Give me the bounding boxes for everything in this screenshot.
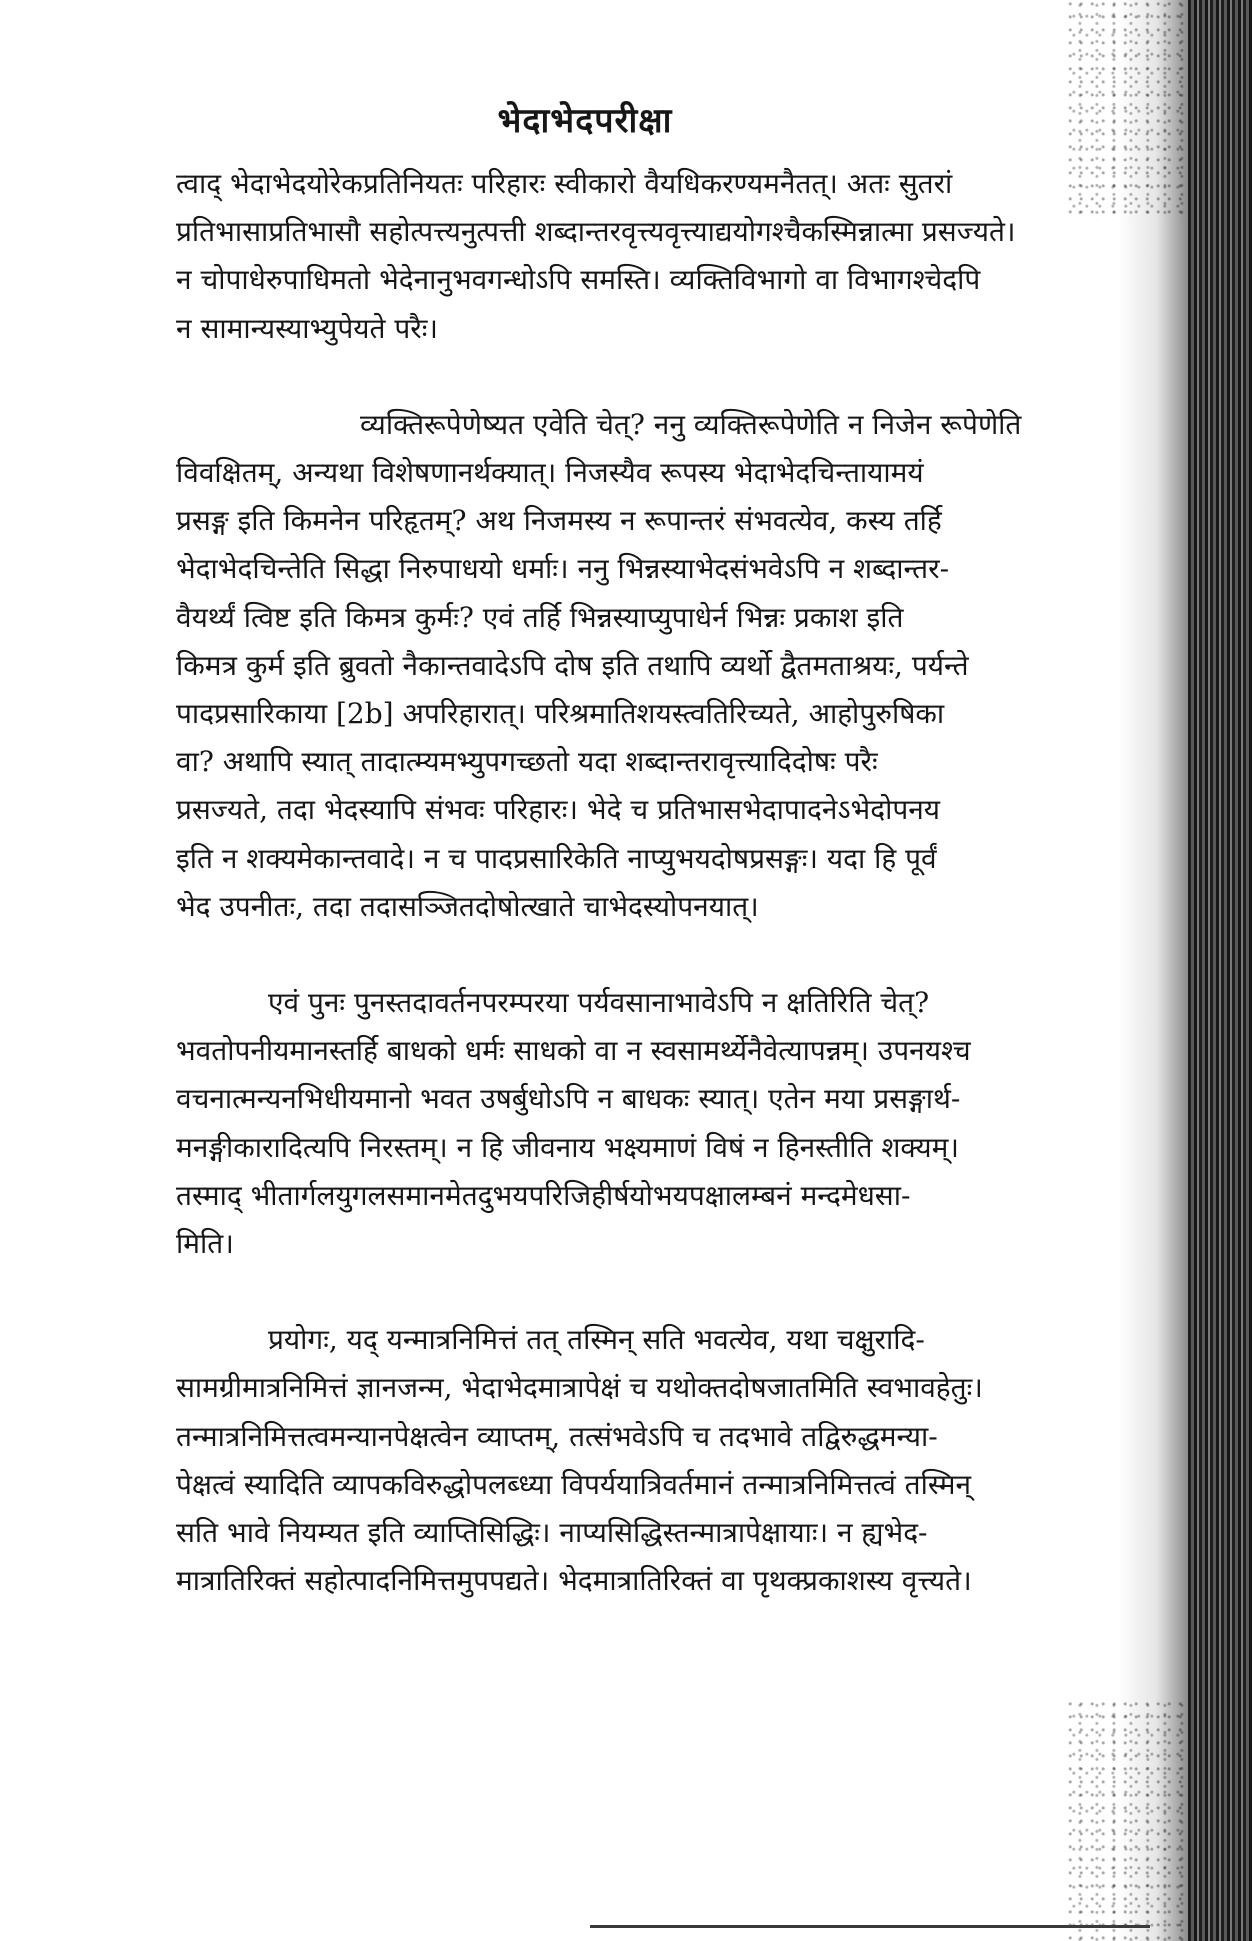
- text-line: सति भावे नियम्यत इति व्याप्तिसिद्धिः। नाप्यसिद्धिस्तन्मात्रापेक्षायाः। न ह्यभेद-: [176, 1516, 928, 1550]
- text-line: किमत्र कुर्म इति ब्रुवतो नैकान्तवादेऽपि दोष इति तथापि व्यर्थो द्वैतमताश्रयः, पर्यन्ते: [176, 648, 969, 682]
- text-line: प्रसज्यते, तदा भेदस्यापि संभवः परिहारः। भेदे च प्रतिभासभेदापादनेऽभेदोपनय: [176, 793, 941, 827]
- text-line: इति न शक्यमेकान्तवादे। न च पादप्रसारिकेति नाप्युभयदोषप्रसङ्गः। यदा हि पूर्वं: [176, 841, 937, 875]
- text-line: तन्मात्रनिमित्तत्वमन्यानपेक्षत्वेन व्याप्तम्, तत्संभवेऽपि च तदभावे तद्विरुद्धमन्या-: [176, 1419, 938, 1453]
- page-bottom-edge: [590, 1925, 1150, 1928]
- text-line: वचनात्मन्यनभिधीयमानो भवत उषर्बुधोऽपि न बाधकः स्यात्। एतेन मया प्रसङ्गार्थ-: [176, 1082, 961, 1116]
- text-line: तस्माद् भीतार्गलयुगलसमानमेतदुभयपरिजिहीर्षयोभयपक्षालम्बनं मन्दमेधसा-: [176, 1178, 911, 1212]
- text-line: भेद उपनीतः, तदा तदासञ्जितदोषोत्खाते चाभेदस्योपनयात्।: [176, 889, 759, 923]
- text-line: पेक्षत्वं स्यादिति व्यापकविरुद्धोपलब्ध्या विपर्ययात्रिवर्तमानं तन्मात्रनिमित्तत्वं तस्मिन्: [176, 1467, 972, 1501]
- body-text: [176, 160, 1118, 1605]
- text-line: त्वाद् भेदाभेदयोरेकप्रतिनियतः परिहारः स्वीकारो वैयधिकरण्यमनैतत्। अतः सुतरां: [176, 167, 953, 200]
- text-line: प्रतिभासाप्रतिभासौ सहोत्पत्त्यनुत्पत्ती शब्दान्तरवृत्त्यवृत्त्याद्ययोगश्चैकस्मिन्नात्मा प्रसज्यते।: [176, 215, 1016, 249]
- text-line: मात्रातिरिक्तं सहोत्पादनिमित्तमुपपद्यते। भेदमात्रातिरिक्तं वा पृथक्प्रकाशस्य वृत्त्यते।: [176, 1564, 972, 1598]
- text-line: व्यक्तिरूपेणेष्यत एवेति चेत्? ननु व्यक्तिरूपेणेति न निजेन रूपेणेति: [360, 407, 1022, 441]
- text-line: न चोपाधेरुपाधिमतो भेदेनानुभवगन्धोऽपि समस्ति। व्यक्तिविभागो वा विभागश्चेदपि: [176, 263, 981, 297]
- text-line: न सामान्यस्याभ्युपेयते परैः।: [176, 311, 439, 345]
- text-line: विवक्षितम्, अन्यथा विशेषणानर्थक्यात्। निजस्यैव रूपस्य भेदाभेदचिन्तायामयं: [176, 456, 924, 490]
- paragraph-2: [176, 401, 1118, 931]
- paragraph-3: [176, 979, 1118, 1268]
- running-head: भेदाभेदपरीक्षा: [497, 101, 673, 141]
- paragraph-4: [176, 1316, 1118, 1605]
- text-line: भेदाभेदचिन्तेति सिद्धा निरुपाधयो धर्माः। ननु भिन्नस्याभेदसंभवेऽपि न शब्दान्तर-: [176, 552, 950, 586]
- paragraph-1: [176, 160, 1118, 353]
- text-line: भवतोपनीयमानस्तर्हि बाधको धर्मः साधको वा न स्वसामर्थ्येनैवेत्यापन्नम्। उपनयश्च: [176, 1034, 971, 1068]
- text-line: सामग्रीमात्रनिमित्तं ज्ञानजन्म, भेदाभेदमात्रापेक्षं च यथोक्तदोषजातमिति स्वभावहेतुः।: [176, 1371, 983, 1405]
- text-line: प्रयोगः, यद् यन्मात्रनिमित्तं तत् तस्मिन् सति भवत्येव, यथा चक्षुरादि-: [268, 1323, 925, 1357]
- scan-noise-bottom: [1068, 1700, 1188, 1941]
- text-line: मनङ्गीकारादित्यपि निरस्तम्। न हि जीवनाय भक्ष्यमाणं विषं न हिनस्तीति शक्यम्।: [176, 1130, 959, 1164]
- text-line: वैयर्थ्यं त्विष्ट इति किमत्र कुर्मः? एवं तर्हि भिन्नस्याप्युपाधेर्न भिन्नः प्रकाश इति: [176, 600, 904, 634]
- binding-edge: [1188, 0, 1252, 1941]
- text-line: वा? अथापि स्यात् तादात्म्यमभ्युपगच्छतो यदा शब्दान्तरावृत्त्यादिदोषः परैः: [176, 745, 878, 779]
- text-line: प्रसङ्ग इति किमनेन परिहृतम्? अथ निजमस्य न रूपान्तरं संभवत्येव, कस्य तर्हि: [176, 504, 942, 538]
- text-line: मिति।: [176, 1227, 234, 1261]
- binding-shadow: [1118, 0, 1188, 1941]
- text-line: पादप्रसारिकाया [2b] अपरिहारात्। परिश्रमातिशयस्त्वतिरिच्यते, आहोपुरुषिका: [176, 697, 945, 731]
- text-line: एवं पुनः पुनस्तदावर्तनपरम्परया पर्यवसानाभावेऽपि न क्षतिरिति चेत्?: [268, 986, 930, 1020]
